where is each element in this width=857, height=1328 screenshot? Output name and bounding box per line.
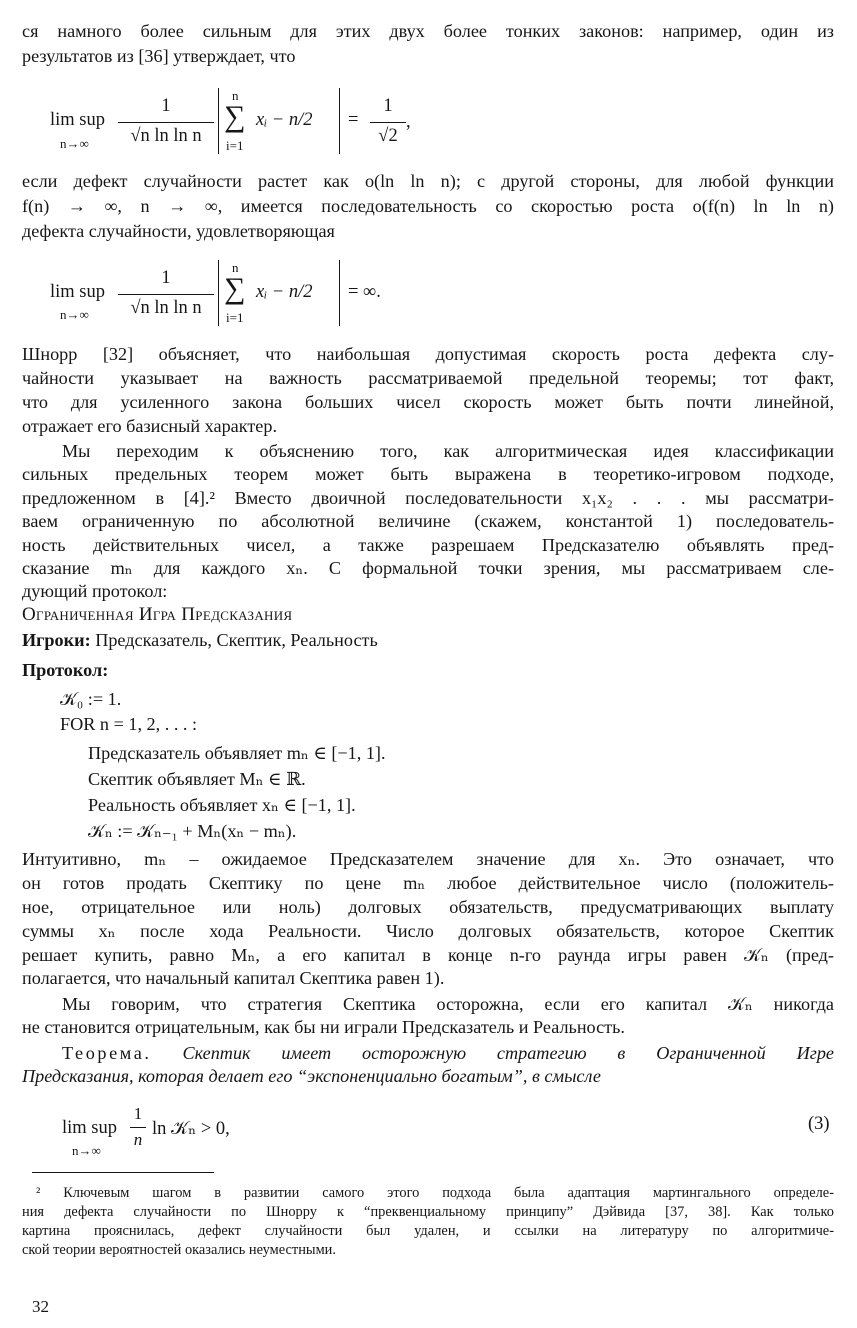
text-line: сказание mₙ для каждого xₙ. С формальной точки зрения, мы рассматриваем сле- [22,558,834,578]
abs-bar-left [218,260,219,326]
footnote-line: картина прояснилась, дефект случайности был удален, и ссылки на литературу по алгоритмиче- [22,1223,834,1239]
protocol-loop: FOR n = 1, 2, . . . : [60,714,198,734]
eq-frac-num: 1 [161,96,171,116]
sum-symbol: ∑ [224,272,246,305]
text-line: чайности указывает на важность рассматриваемой предельной теоремы; тот факт, [22,368,834,388]
players-list: Предсказатель, Скептик, Реальность [95,630,378,650]
eq-sum-body: xᵢ − n/2 [256,110,313,130]
text-line: ность действительных чисел, а также разрешаем Предсказателю объявлять пред- [22,535,834,555]
footnote-line: ния дефекта случайности по Шнорру к “преквенциальному принципу” Дэйвида [37, 38]. Как только [22,1204,834,1220]
equation-number: (3) [808,1114,830,1134]
text-line: Мы переходим к объяснению того, как алгоритмическая идея классификации [62,441,834,461]
text-line: ваем ограниченную по абсолютной величине (скажем, константой 1) последователь- [22,511,834,531]
eq-sum-bot: i=1 [226,310,244,325]
footnote-rule [32,1172,214,1173]
eq-frac-den: √n ln ln n [130,298,202,318]
eq-rhs-den: √2 [378,126,398,146]
text-line: не становится отрицательным, как бы ни играли Предсказатель и Реальность. [22,1017,625,1037]
text-line: он готов продать Скептику по цене mₙ любое действительное число (положитель- [22,873,834,893]
text-line: ся намного более сильным для этих двух более тонких законов: например, один из [22,21,834,41]
text-line: если дефект случайности растет как o(ln ln n); с другой стороны, для любой функции [22,171,834,191]
theorem-label: Теорема. [62,1043,152,1063]
eq-lim: lim sup [62,1118,117,1138]
text-line: результатов из [36] утверждает, что [22,46,296,66]
protocol-step: Скептик объявляет Mₙ ∈ ℝ. [88,769,306,789]
fraction-bar [118,122,214,123]
eq-frac-num: 1 [161,268,171,288]
eq-rhs: = ∞. [348,282,381,302]
eq-lim: lim sup [50,282,105,302]
eq-lim-sub: n→∞ [60,136,89,151]
eq-lim: lim sup [50,110,105,130]
eq-lim-sub: n→∞ [72,1143,101,1158]
abs-bar-left [218,88,219,154]
text-line: f(n) → ∞, n → ∞, имеется последовательность со скоростью роста o(f(n) ln ln n) [22,196,834,216]
protocol-step: 𝒦ₙ := 𝒦ₙ₋₁ + Mₙ(xₙ − mₙ). [88,821,297,841]
eq-frac-den: n [133,1130,143,1149]
players-line [22,629,378,651]
text-line: дующий протокол: [22,581,168,601]
fraction-bar [118,294,214,295]
text-line: полагается, что начальный капитал Скептика равен 1). [22,968,445,988]
fraction-bar [370,122,406,123]
text-line: предложенном в [4].² Вместо двоичной последовательности x₁x₂ . . . мы рассматри- [22,488,834,508]
text-line: ное, отрицательное или ноль) долговых обязательств, предусматривающих выплату [22,897,834,917]
eq-sum-top: n [232,88,239,103]
text-line: отражает его базисный характер. [22,416,278,436]
abs-bar-right [339,260,340,326]
eq-tail: , [406,112,411,132]
footnote [22,1184,834,1260]
eq-lim-sub: n→∞ [60,307,89,322]
eq-sum-top: n [232,260,239,275]
eq-frac-den: √n ln ln n [130,126,202,146]
protocol-title: Ограниченная Игра Предсказания [22,604,293,625]
players-label: Игроки: [22,630,91,650]
text-line: суммы xₙ после хода Реальности. Число долговых обязательств, которое Скептик [22,921,834,941]
footnote-line: ской теории вероятностей оказались неуместными. [22,1242,336,1258]
text-line: что для усиленного закона больших чисел скорость может быть почти линейной, [22,392,834,412]
abs-bar-right [339,88,340,154]
eq-body: ln 𝒦ₙ > 0, [152,1119,230,1139]
page-number: 32 [32,1297,49,1316]
text-line: решает купить, равно Mₙ, а его капитал в конце n-го раунда игры равен 𝒦ₙ (пред- [22,945,834,965]
text-line: сильных предельных теорем может быть выражена в теоретико-игровом подходе, [22,464,834,484]
eq-rhs-num: 1 [383,96,393,116]
protocol-init: 𝒦₀ := 1. [60,689,122,709]
theorem-line [62,1042,834,1064]
text-line: дефекта случайности, удовлетворяющая [22,221,335,241]
footnote-line: ² Ключевым шагом в развитии самого этого подхода была адаптация мартингального определе- [36,1185,834,1201]
text-line: Шнорр [32] объясняет, что наибольшая допустимая скорость роста дефекта слу- [22,344,834,364]
protocol-step: Предсказатель объявляет mₙ ∈ [−1, 1]. [88,743,386,763]
protocol-label: Протокол: [22,660,109,680]
fraction-bar [130,1127,146,1128]
theorem-text: Предсказания, которая делает его “экспоненциально богатым”, в смысле [22,1066,601,1086]
eq-sum-body: xᵢ − n/2 [256,282,313,302]
protocol-step: Реальность объявляет xₙ ∈ [−1, 1]. [88,795,356,815]
eq-rhs: = [348,110,359,130]
eq-frac-num: 1 [133,1104,143,1123]
text-line: Интуитивно, mₙ – ожидаемое Предсказателем значение для xₙ. Это означает, что [22,849,834,869]
theorem-text: Скептик имеет осторожную стратегию в Ограниченной Игре [182,1043,834,1063]
eq-sum-bot: i=1 [226,138,244,153]
sum-symbol: ∑ [224,100,246,133]
text-line: Мы говорим, что стратегия Скептика осторожна, если его капитал 𝒦ₙ никогда [62,994,834,1014]
